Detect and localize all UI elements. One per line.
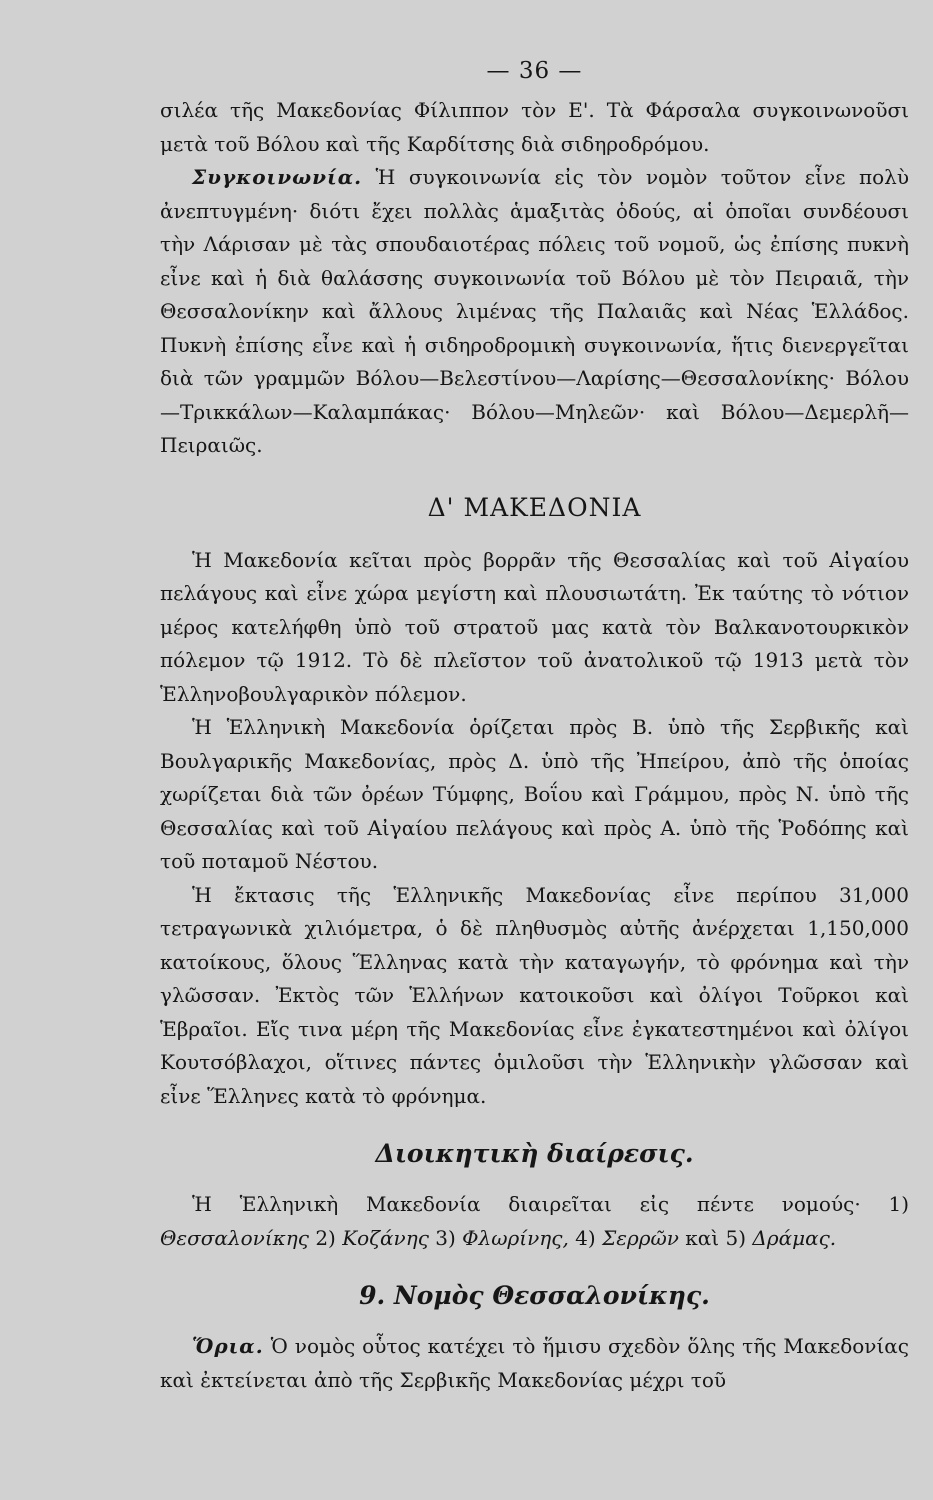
prefecture-serres: Σερρῶν (602, 1225, 679, 1250)
prefecture-kozani: Κοζάνης (342, 1225, 429, 1250)
page-number: — 36 — (486, 58, 583, 84)
macedonia-paragraph-1: Ἡ Μακεδονία κεῖται πρὸς βορρᾶν τῆς Θεσσαλίας καὶ τοῦ Αἰγαίου πελάγους καὶ εἶνε χώρα μεγίστη καὶ πλουσιωτάτη. Ἐκ ταύτης τὸ νότιον μέρος κατελήφθη ὑπὸ τοῦ στρατοῦ μας κατὰ τὸν Βαλκανοτουρκικὸν πόλεμον τῷ 1912. Τὸ δὲ πλεῖστον τοῦ ἀνατολικοῦ τῷ 1913 μετὰ τὸν Ἑλληνοβουλγαρικὸν πόλεμον. (160, 547, 909, 706)
intro-paragraph: σιλέα τῆς Μακεδονίας Φίλιππον τὸν Ε'. Τὰ Φάρσαλα συγκοινωνοῦσι μετὰ τοῦ Βόλου καὶ τῆς Καρδίτσης διὰ σιδηροδρόμου. (160, 98, 909, 156)
prefecture-thessaloniki: Θεσσαλονίκης (160, 1225, 309, 1250)
macedonia-paragraph-2: Ἡ Ἑλληνικὴ Μακεδονία ὁρίζεται πρὸς Β. ὑπὸ τῆς Σερβικῆς καὶ Βουλγαρικῆς Μακεδονίας, πρὸς Δ. ὑπὸ τῆς Ἠπείρου, ἀπὸ τῆς ὁποίας χωρίζεται διὰ τῶν ὀρέων Τύμφης, Βοΐου καὶ Γράμμου, πρὸς Ν. ὑπὸ τῆς Θεσσαλίας καὶ τοῦ Αἰγαίου πελάγους καὶ πρὸς Α. ὑπὸ τῆς Ῥοδόπης καὶ τοῦ ποταμοῦ Νέστου. (160, 715, 909, 873)
borders-paragraph (160, 1330, 909, 1397)
admin-number-4: 4) (568, 1225, 603, 1250)
admin-number-5: καὶ 5) (678, 1225, 753, 1250)
prefecture-florina: Φλωρίνης, (462, 1225, 569, 1250)
admin-lead: Ἡ Ἑλληνικὴ Μακεδονία διαιρεῖται εἰς πέντε νομούς· (192, 1192, 889, 1216)
communications-text: Ἡ συγκοινωνία εἰς τὸν νομὸν τοῦτον εἶνε πολὺ ἀνεπτυγμένη· διότι ἔχει πολλὰς ἁμαξιτὰς ὁδούς, αἱ ὁποῖαι συνδέουσι τὴν Λάρισαν μὲ τὰς σπουδαιοτέρας πόλεις τοῦ νομοῦ, ὡς ἐπίσης πυκνὴ εἶνε καὶ ἡ διὰ θαλάσσης συγκοινωνία τοῦ Βόλου μὲ τὸν Πειραιᾶ, τὴν Θεσσαλονίκην καὶ ἄλλους λιμένας τῆς Παλαιᾶς καὶ Νέας Ἑλλάδος. Πυκνὴ ἐπίσης εἶνε καὶ ἡ σιδηροδρομικὴ συγκοινωνία, ἥτις διενεργεῖται διὰ τῶν γραμμῶν Βόλου—Βελεστίνου—Λαρίσης—Θεσσαλονίκης· Βόλου—Τρικκάλων—Καλαμπάκας· Βόλου—Μηλεῶν· καὶ Βόλου—Δεμερλῆ—Πειραιῶς. (160, 165, 909, 457)
prefecture-drama: Δράμας. (752, 1225, 837, 1250)
borders-label: Ὅρια. (192, 1334, 264, 1358)
section-heading-macedonia: Δ' ΜΑΚΕΔΟΝΙΑ (427, 492, 642, 522)
admin-division-heading: Διοικητικὴ διαίρεσις. (375, 1139, 694, 1168)
prefecture-heading: 9. Νομὸς Θεσσαλονίκης. (359, 1281, 710, 1310)
borders-text: Ὁ νομὸς οὗτος κατέχει τὸ ἥμισυ σχεδὸν ὅλης τῆς Μακεδονίας καὶ ἐκτείνεται ἀπὸ τῆς Σερβικῆς Μακεδονίας μέχρι τοῦ (160, 1334, 910, 1392)
admin-number-2: 2) (308, 1225, 343, 1250)
admin-division-paragraph (160, 1188, 909, 1255)
admin-number-3: 3) (428, 1225, 463, 1250)
communications-paragraph (160, 161, 909, 463)
admin-number-1: 1) (888, 1192, 909, 1216)
macedonia-paragraph-3: Ἡ ἔκτασις τῆς Ἑλληνικῆς Μακεδονίας εἶνε περίπου 31,000 τετραγωνικὰ χιλιόμετρα, ὁ δὲ πληθυσμὸς αὐτῆς ἀνέρχεται 1,150,000 κατοίκους, ὅλους Ἕλληνας κατὰ τὴν καταγωγήν, τὸ φρόνημα καὶ τὴν γλῶσσαν. Ἐκτὸς τῶν Ἑλλήνων κατοικοῦσι καὶ ὀλίγοι Τοῦρκοι καὶ Ἑβραῖοι. Εἴς τινα μέρη τῆς Μακεδονίας εἶνε ἐγκατεστημένοι καὶ ὀλίγοι Κουτσόβλαχοι, οἵτινες πάντες ὁμιλοῦσι τὴν Ἑλληνικὴν γλῶσσαν καὶ εἶνε Ἕλληνες κατὰ τὸ φρόνημα. (160, 882, 909, 1108)
communications-label: Συγκοινωνία. (192, 165, 363, 189)
